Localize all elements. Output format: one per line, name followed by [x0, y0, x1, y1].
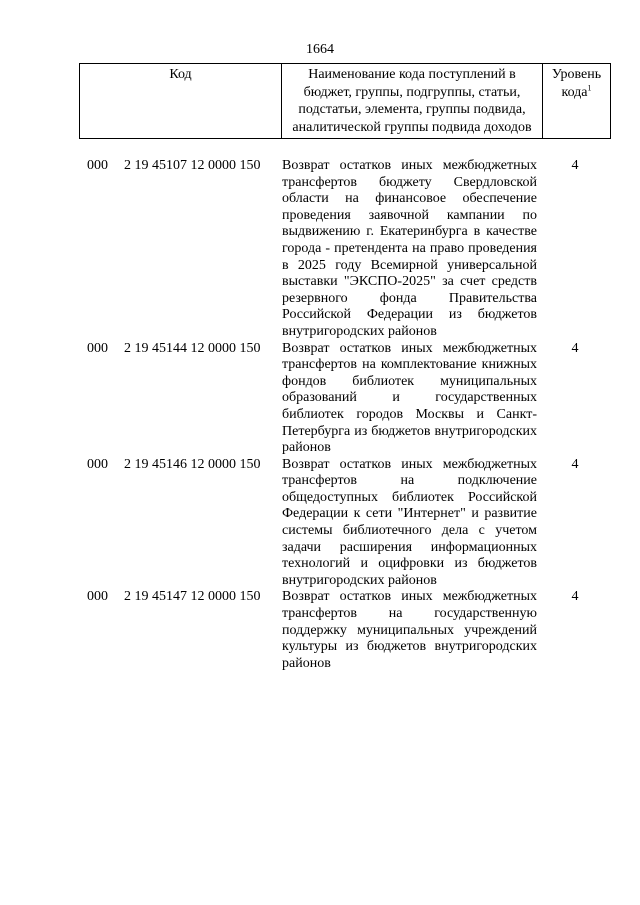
code-name: Возврат остатков иных межбюджетных трансфертов на государственную поддержку муниципальных учреждений культуры из бюджетов внутригородских районов	[282, 589, 537, 671]
code-value: 2 19 45107 12 0000 150	[124, 158, 261, 173]
code-name: Возврат остатков иных межбюджетных трансфертов бюджету Свердловской области на финансовое обеспечение проведения заявочной кампании по выдвижению г. Екатеринбурга в качестве города - претендента на право проведения в 2025 году Всемирной универсальной выставки "ЭКСПО-2025" за счет средств резервного фонда Правительства Российской Федерации из бюджетов внутригородских районов	[282, 158, 537, 339]
table-body	[0, 158, 640, 672]
table-row	[0, 457, 640, 590]
table-row	[0, 589, 640, 672]
code-prefix: 000	[87, 589, 108, 605]
header-name-label: Наименование кода поступлений в бюджет, группы, подгруппы, статьи, подстатьи, элемента, группы подвида, аналитической группы подвида доходов	[292, 67, 532, 135]
code-value: 2 19 45144 12 0000 150	[124, 340, 261, 356]
code-level: 4	[571, 158, 579, 173]
code-level: 4	[571, 456, 579, 472]
header-code	[80, 64, 282, 139]
table-row	[0, 341, 640, 457]
code-level: 4	[571, 340, 579, 356]
table-row	[0, 158, 640, 341]
header-code-label: Код	[169, 67, 192, 82]
code-name: Возврат остатков иных межбюджетных трансфертов на комплектование книжных фондов библиотек муниципальных образований и государственных библиотек городов Москвы и Санкт-Петербурга из бюджетов внутригородских районов	[282, 340, 537, 456]
footnote-mark: 1	[587, 82, 592, 92]
code-name: Возврат остатков иных межбюджетных трансфертов на подключение общедоступных библиотек Российской Федерации к сети "Интернет" и развитие системы библиотечного дела с учетом задачи расширения информационных технологий и оцифровки из бюджетов внутригородских районов	[282, 456, 537, 588]
header-level-label: Уровень кода	[551, 67, 602, 100]
code-prefix: 000	[87, 340, 108, 356]
code-value: 2 19 45147 12 0000 150	[124, 589, 261, 605]
code-value: 2 19 45146 12 0000 150	[124, 456, 261, 472]
table-header	[79, 63, 611, 139]
header-level	[543, 64, 611, 139]
code-level: 4	[571, 589, 579, 605]
header-name	[282, 64, 543, 139]
page-number: 1664	[306, 42, 334, 57]
code-prefix: 000	[87, 158, 108, 173]
code-prefix: 000	[87, 456, 108, 472]
